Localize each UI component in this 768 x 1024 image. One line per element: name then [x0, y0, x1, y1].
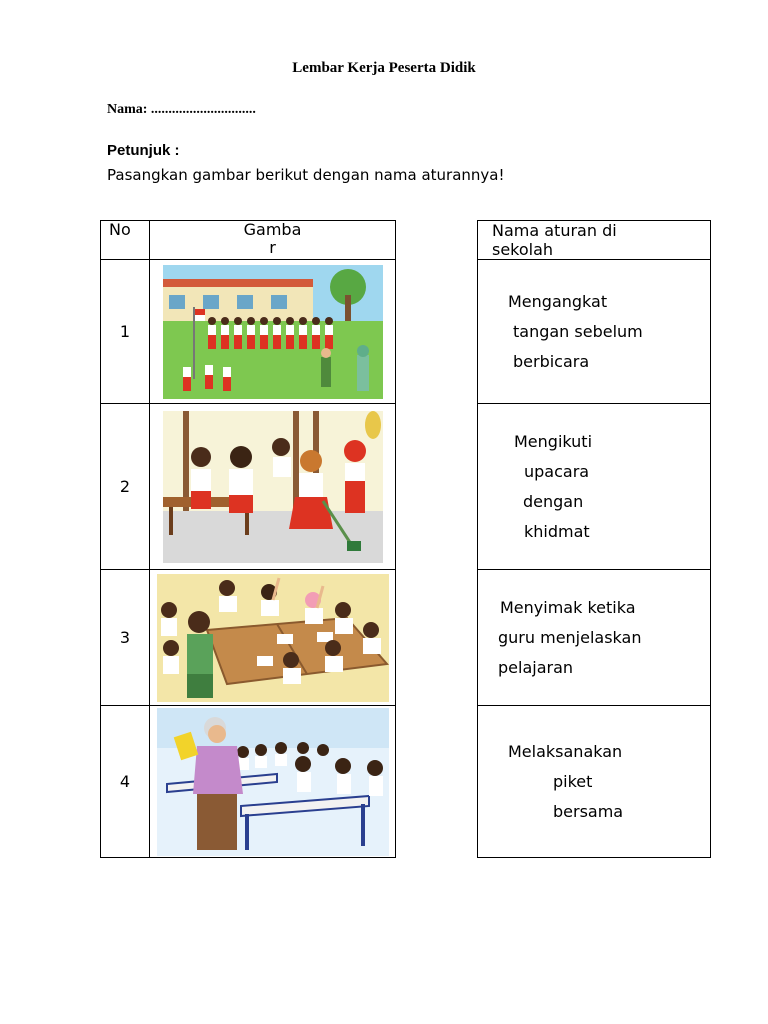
rule-cell — [478, 404, 711, 570]
flag-ceremony-illustration — [150, 260, 396, 404]
worksheet-title: Lembar Kerja Peserta Didik — [292, 60, 476, 76]
row-number: 4 — [101, 706, 150, 858]
rule-text-line: guru menjelaskan — [498, 627, 642, 647]
rule-text-line: tangan sebelum — [513, 321, 643, 341]
instruction-label: Petunjuk : — [107, 142, 180, 159]
rule-text-line: berbicara — [513, 351, 590, 371]
rule-text-line: Menyimak ketika — [500, 597, 636, 617]
rule-text-line: Mengangkat — [508, 291, 608, 311]
rule-text-line: piket — [553, 771, 593, 791]
row-number: 1 — [101, 260, 150, 404]
instruction-text: Pasangkan gambar berikut dengan nama aturannya! — [107, 166, 505, 184]
row-number: 3 — [101, 570, 150, 706]
header-picture-line2: r — [269, 238, 276, 257]
rule-text-line: Mengikuti — [514, 431, 593, 451]
rule-cell — [478, 570, 711, 706]
header-rule-line2: sekolah — [492, 240, 554, 259]
header-picture-line1: Gamba — [243, 220, 302, 239]
students-raising-hands-illustration — [150, 570, 396, 706]
rule-text-line: upacara — [524, 461, 590, 481]
rule-text-line: dengan — [523, 491, 584, 511]
rule-text-line: khidmat — [524, 521, 590, 541]
header-picture — [150, 221, 396, 260]
header-rule — [478, 221, 711, 260]
rule-table — [477, 220, 711, 858]
rule-text-line: pelajaran — [498, 657, 574, 677]
class-cleaning-duty-illustration — [150, 404, 396, 570]
row-number: 2 — [101, 404, 150, 570]
teacher-explaining-illustration — [150, 706, 396, 858]
name-field-line: Nama: .............................. — [107, 102, 256, 117]
rule-cell — [478, 260, 711, 404]
rule-text-line: Melaksanakan — [508, 741, 623, 761]
header-rule-line1: Nama aturan di — [492, 221, 617, 240]
header-no: No — [101, 221, 150, 260]
picture-table — [100, 220, 396, 858]
rule-cell — [478, 706, 711, 858]
rule-text-line: bersama — [553, 801, 624, 821]
